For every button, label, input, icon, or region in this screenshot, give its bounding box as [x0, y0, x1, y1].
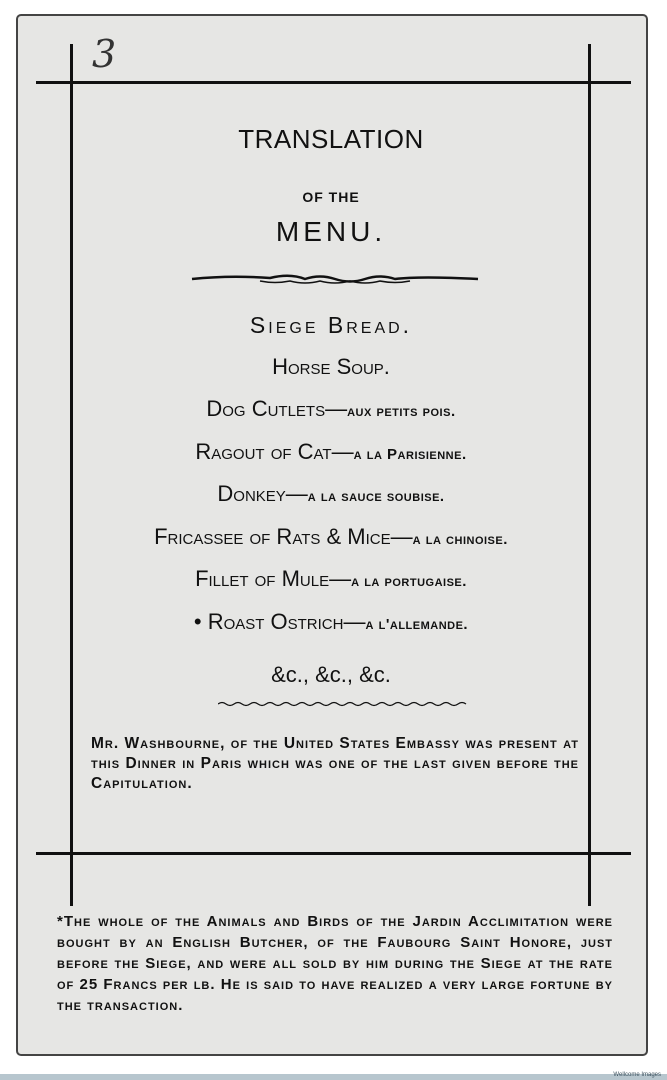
menu-item-suffix: a la chinoise.: [412, 531, 508, 548]
menu-item-main: Donkey—: [217, 481, 308, 506]
footnote: *The whole of the Animals and Birds of the Jardin Acclimitation were bought by an English Butcher, of the Faubourg Saint Honore, just before the Siege, and were all sold by him during the Siege at the rate of 25 Francs per lb. He is said to have realized a very large fortune by the transaction.: [57, 913, 613, 1014]
title-menu: MENU.: [275, 216, 387, 247]
image-credit-bar: [0, 1074, 667, 1080]
menu-item-6: [76, 524, 586, 550]
menu-item-4: [76, 439, 586, 465]
menu-item-main: Horse Soup.: [272, 354, 390, 379]
etcetera: &c., &c., &c.: [271, 662, 391, 687]
ornament-divider-icon: [190, 272, 480, 286]
menu-item-5: [76, 481, 586, 507]
right-rule: [588, 44, 591, 906]
wavy-divider-icon: [218, 700, 468, 708]
menu-item-main: • Roast Ostrich—: [193, 609, 366, 634]
menu-item-3: [76, 396, 586, 422]
menu-item-suffix: aux petits pois.: [347, 403, 456, 420]
menu-item-main: Siege Bread.: [249, 312, 413, 338]
top-rule: [36, 81, 631, 84]
menu-item-main: Fillet of Mule—: [195, 566, 352, 591]
menu-item-main: Ragout of Cat—: [195, 439, 354, 464]
menu-item-suffix: a l'allemande.: [365, 616, 469, 633]
page-number: 3: [92, 32, 117, 76]
menu-item-suffix: a la portugaise.: [351, 573, 467, 590]
menu-item-main: Fricassee of Rats & Mice—: [154, 524, 413, 549]
menu-item-suffix: a la Parisienne.: [353, 446, 467, 463]
bottom-rule: [36, 852, 631, 855]
left-rule: [70, 44, 73, 906]
image-credit: Wellcome Images: [613, 1072, 661, 1078]
title-of-the: OF THE: [302, 189, 360, 205]
menu-item-main: Dog Cutlets—: [206, 396, 348, 421]
menu-item-suffix: a la sauce soubise.: [307, 488, 445, 505]
menu-item-1: [76, 312, 586, 339]
menu-card: [16, 14, 648, 1056]
embassy-note: Mr. Washbourne, of the United States Embassy was present at this Dinner in Paris which was one of the last given before the Capitulation.: [91, 735, 579, 792]
menu-item-7: [76, 566, 586, 592]
menu-item-2: [76, 354, 586, 380]
menu-item-8: [76, 609, 586, 635]
title-translation: TRANSLATION: [238, 124, 424, 154]
